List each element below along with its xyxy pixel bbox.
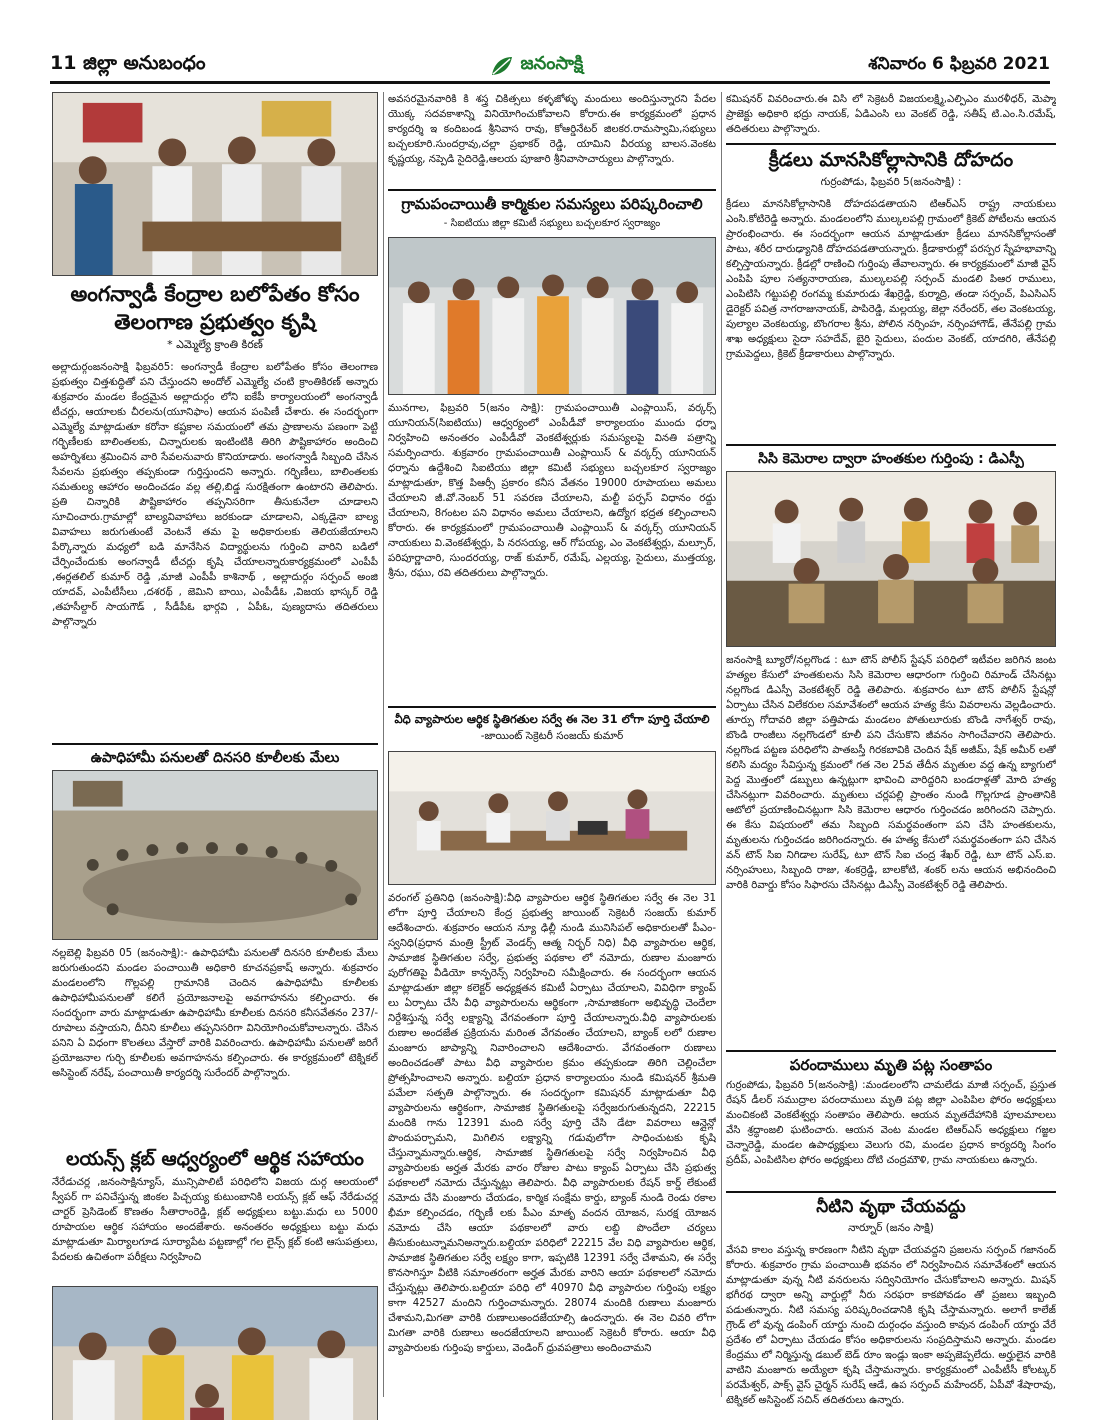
column-2 xyxy=(388,92,716,1420)
headline: క్రీడలు మానసికోల్లాసానికి దోహదం xyxy=(768,149,1014,171)
dateline: నార్నూర్ (జనం సాక్షి) xyxy=(848,1221,934,1234)
headline: పరందాములు మృతి పట్ల సంతాపం xyxy=(789,1055,993,1074)
column-3 xyxy=(726,92,1056,1420)
column-divider xyxy=(721,92,722,1397)
dateline: గుర్రంపోడు, ఫిబ్రవరి 5(జనంసాక్షి) : xyxy=(820,175,962,188)
headline: నీటిని వృథా చేయవద్దు xyxy=(816,1197,966,1218)
headline: తెలంగాణ ప్రభుత్వం కృషి xyxy=(114,310,316,335)
headline: ఉపాధిహామీ పనులతో దినసరి కూలీలకు మేలు xyxy=(90,750,340,767)
photo-upadhi xyxy=(52,770,378,940)
headline: సిసి కెమెరాల ద్వారా హంతకుల గుర్తింపు : డిఎస్పీ xyxy=(758,450,1024,467)
article-body: మునగాల, ఫిబ్రవరి 5(జనం సాక్షి): గ్రామపంచాయితీ ఎంప్లాయిస్, వర్కర్స్ యూనియన్(సిఐటియు) ఆధ్వర్యంలో ఎంపీడీవో కార్యాలయం ముందు ధర్నా నిర్వహించి అనంతరం ఎంపీడీవో వెంకటేశ్వర్లుకు సమస్యలపై వినతి పత్రాన్ని సమర్పించారు. శుక్రవారం గ్రామపంచాయితీ ఎంప్లాయిస్ & వర్కర్స్ యూనియన్ ధర్నాను ఉద్దేశించి సిఐటియు జిల్లా కమిటీ సభ్యులు బచ్చలకూర స్వరాజ్యం మాట్లాడుతూ, కొత్త పిఆర్సీ ప్రకారం కనీస వేతనం 19000 రూపాయలు అమలు చేయాలని జీ.వో.నెంబర్ 51 సవరణ చేయాలని, మల్టీ పర్పస్ విధానం రద్దు చేయాలని, 8గంటల పని విధానం అమలు చేయాలని, ఉద్యోగ భద్రత కల్పించాలని కోరారు. ఈ కార్యక్రమంలో గ్రామపంచాయితీ ఎంప్లాయిస్ & వర్కర్స్ యూనియన్ నాయకులు వి.వెంకటేశ్వర్లు, పి నరసయ్య, ఆర్ గోపయ్య, ఎం వెంకటేశ్వర్లు, మల్సూర్, పరిపూర్ణాచారి, సుందరయ్య, రాజ్ కుమార్, రమేష్, ఎల్లయ్య, సైదులు, ముత్తయ్య, శ్రీను, రఘు, రవి తదితరులు పాల్గొన్నారు. xyxy=(388,403,716,580)
divider xyxy=(388,189,716,191)
divider xyxy=(726,1050,1056,1052)
photo-cctv xyxy=(726,471,1056,647)
headline: అంగన్వాడీ కేంద్రాల బలోపేతం కోసం xyxy=(70,282,360,306)
paper-name: జనంసాక్షి xyxy=(520,53,584,74)
headline: గ్రామపంచాయితీ కార్మికుల సమస్యలు పరిష్కరించాలి xyxy=(401,195,703,213)
headline: వీధి వ్యాపారుల ఆర్థిక స్థితిగతుల సర్వే ఈ నెల 31 లోగా పూర్తి చేయాలి xyxy=(394,712,710,727)
article-body: గుర్రంపోడు, ఫిబ్రవరి 5(జనంసాక్షి) :మండలంలోని చామలేడు మాజీ సర్పంచ్, ప్రస్తుత రేషన్ డీలర్ సముద్రాల పరందాములు మృతి పట్ల జిల్లా ఎంపిపిల ఫోరం అధ్యక్షులు మంచికంటి వెంకటేశ్వర్లు సంతాపం తెలిపారు. ఆయన మృతదేహానికి పూలమాలలు వేసి శ్రద్ధాంజలి ఘటించారు. ఆయన వెంట మండల టిఆర్ఎస్ అధ్యక్షులు గజ్జల చెన్నారెడ్డి, మండల ఉపాధ్యక్షులు వెలుగు రవి, మండల ప్రధాన కార్యదర్శి సింగం ప్రదీప్, ఎంపిటిసిల ఫోరం అధ్యక్షులు దోటి చంద్రమౌళి, గ్రామ నాయకులు ఉన్నారు. xyxy=(726,1080,1056,1167)
headline: లయన్స్ క్లబ్ ఆధ్వర్యంలో ఆర్థిక సహాయం xyxy=(66,1148,364,1171)
photo-vendors xyxy=(388,751,716,885)
photo-anganwadi xyxy=(52,92,378,276)
article-body: వరంగల్ ప్రతినిధి (జనంసాక్షి):వీధి వ్యాపారుల ఆర్థిక స్థితిగతుల సర్వే ఈ నెల 31 లోగా పూర్తి చేయాలని కేంద్ర ప్రభుత్వ జాయింట్ సెక్రెటరీ సంజయ్ కుమార్ ఆదేశించారు. శుక్రవారం ఆయన న్యూ ఢిల్లీ నుండి మునిసిపల్ అధికారులతో పీఎం- స్వనిధి(ప్రధాన మంత్రి స్ట్రీట్ వెండర్స్ ఆత్మ నిర్భర్ నిధి) వీధి వ్యాపారుల ఆర్థిక, సామాజిక స్థితిగతుల సర్వే, ప్రభుత్వ పథకాల లో నమోదు, రుణాల మంజూరు పురోగతిపై వీడియో కాన్ఫరెన్స్ నిర్వహించి సమీక్షించారు. ఈ సందర్భంగా ఆయన మాట్లాడుతూ జిల్లా కలెక్టర్ అధ్యక్షతన కమిటీ ఏర్పాటు చేయాలని, వివిధిగా క్యాంప్ లు ఏర్పాటు చేసి వీధి వ్యాపారులను ఆర్థికంగా ,సామాజికంగా అభివృద్ధి చెందేలా నిర్దేశిస్తున్న సర్వే లక్ష్యాన్ని వేగవంతంగా పూర్తి చేయాలన్నారు.వీధి వ్యాపారులకు రుణాల అందజేత ప్రక్రియను మరింత వేగవంతం చేయాలని, బ్యాంక్ లలో రుణాల మంజూరు జాప్యాన్ని నివారించాలని ఆదేశించారు. వేగవంతంగా రుణాలు అందించడంతో పాటు వీధి వ్యాపారుల క్రమం తప్పకుండా తిరిగి చెల్లించేలా ప్రోత్సహించాలని అన్నారు. బల్దియా ప్రధాన కార్యాలయం నుండి కమిషనర్ శ్రీమతి పమేలా సత్పతి పాల్గొన్నారు. ఈ సందర్భంగా కమిషనర్ మాట్లాడుతూ వీధి వ్యాపారులను ఆర్థికంగా, సామాజిక స్థితిగతులపై సర్వేజరుగుతున్నదని, 22215 మందికి గాను 12391 మంది సర్వే పూర్తి చేసి డేటా వివరాలు ఆన్లైన్లో పొందుపర్చామని, మిగిలిన లక్ష్యాన్ని గడువులోగా సాధించుటకు కృషి చేస్తున్నామన్నారు.ఆర్థిక, సామాజిక స్థితిగతులపై సర్వే నిర్వహించిన వీధి వ్యాపారులకు అర్హత మేరకు వారం రోజుల పాటు క్యాంప్ ఏర్పాటు చేసి ప్రభుత్వ పథకాలలో నమోదు చేస్తున్నట్లు తెలిపారు. వీధి వ్యాపారులకు రేషన్ కార్డ్ లేకుంటే నమోదు చేసి మంజూరు చేయడం, కార్మిక సంక్షేమ కార్డు, బ్యాంక్ నుండి రెండు రకాల భీమా కల్పించడం, గర్భిణీ లకు పీఎం మాతృ వందన యోజన, సురక్ష యోజన నమోదు చేసి ఆయా పథకాలలో వారు లబ్ది పొందేలా చర్యలు తీసుకుంటున్నామనిఅన్నారు.బల్దియా పరిధిలో 22215 వేల విధి వ్యాపారుల ఆర్థిక, సామాజిక స్థితిగతుల సర్వే లక్ష్యం కాగా, ఇప్పటికి 12391 సర్వే చేశామని, ఈ సర్వే కొనసాగిస్తూ వీటికి సమాంతరంగా అర్హత మేరకు వారిని ఆయా పథకాలలో నమోదు చేస్తున్నట్లు తెలిపారు.బల్దియా పరిధి లో 40970 వీధి వ్యాపారుల గుర్తింపు లక్ష్యం కాగా 42527 మందిని గుర్తించామన్నారు. 28074 మందికి రుణాలు మంజూరు చేశామని,మిగతా వారికి రుణాలుఅందజేయాల్సి ఉందన్నారు. ఈ నెల చివరి లోగా మిగతా వారికి రుణాలు అందజేయాలని జాయింట్ సెక్రెటరీ కోరారు. ఆయా వీధి వ్యాపారులకు గుర్తింపు కార్డులు, వెండింగ్ ధ్రువపత్రాలు అందించామని xyxy=(388,893,716,1355)
column-1 xyxy=(52,92,378,1420)
issue-date: శనివారం 6 ఫిబ్రవరి 2021 xyxy=(868,53,1050,74)
article-body: నల్లబెల్లి ఫిబ్రవరి 05 (జనంసాక్షి):- ఉపాధిహామీ పనులతో దినసరి కూలీలకు మేలు జరుగుతుందని మండల పంచాయితీ అధికారి కూచనప్రకాష్ అన్నారు. శుక్రవారం మండలంలోని గొల్లపల్లి గ్రామానికి చెందిన ఉపాధిహామీ కూలీలకు ఉపాధిహామీపనులతో కలిగే ప్రయోజనాలపై అవగాహనను కల్పించారు. ఈ సందర్భంగా వారు మాట్లాడుతూ ఉపాధిహామీ కూలీలకు దినసరి కనీసవేతనం 237/-రూపాలు వస్తాయని, దీనిని కూలీలు తప్పనిసరిగా వినియోగించుకోవాలన్నారు. చేసిన పనిని ఏ విధంగా కొలతలు వేస్తారో వారికి వివరించారు. ఉపాధిహామీ పనులతో జరిగే ప్రయోజనాల గుర్చి కూలీలకు అవగాహనను కల్పించారు. ఈ కార్యక్రమంలో టెక్నికల్ అసిస్టెంట్ నరేష్, పంచాయితీ కార్యదర్శి సురేందర్ పాల్గొన్నారు. xyxy=(52,948,378,1080)
paper-logo xyxy=(490,53,583,78)
subheadline: - సిఐటియు జిల్లా కమిటీ సభ్యులు బచ్చలకూర స్వరాజ్యం xyxy=(443,218,661,230)
divider xyxy=(388,706,716,708)
divider xyxy=(52,743,378,745)
article-body: కమిషనర్ వివరించారు.ఈ విసి లో సెక్రెటరీ విజయలక్ష్మి,ఎల్పిఎం మురళీధర్, మెప్మా ప్రాజెక్టు అధికారి భద్రు నాయక్, ఏడిఎంసి లు వెంకట్ రెడ్డి, సతీష్ టి.ఎం.సి.రమేష్, తదితరులు పాల్గొన్నారు. xyxy=(726,94,1056,135)
divider xyxy=(726,444,1056,446)
divider xyxy=(726,143,1056,145)
byline: * ఎమ్మెల్యే క్రాంతి కిరణ్ xyxy=(167,338,263,352)
column-divider xyxy=(383,92,384,1397)
article-body: నేరేడుచర్ల ,జనంసాక్షిన్యూస్, మున్సిపాలిటీ పరిధిలోని విజయ దుర్గ ఆలయంలో స్వీపర్ గా పనిచేస్తున్న జింకల పిచ్చయ్య కుటుంబానికి లయన్స్ క్లబ్ ఆఫ్ నేరేడుచర్ల చార్టర్ ప్రెసిడెంట్ కొణతం సీతారాంరెడ్డి, క్లబ్ అధ్యక్షులు బట్టు.మధు లు 5000 రూపాయల ఆర్థిక సహాయం అందజేశారు. అనంతరం అధ్యక్షులు బట్టు మధు మాట్లాడుతూ మిర్యాలగూడ సూర్యాపేట పట్టణాల్లో గల లైన్స్ క్లబ్ కంటి ఆసుపత్రులు, పేదలకు ఉచితంగా పరీక్షలు నిర్వహించి xyxy=(52,1177,378,1264)
article-body: జనంసాక్షి బ్యూరో/నల్లగొండ : టూ టౌన్ పోలీస్ స్టేషన్ పరిధిలో ఇటీవల జరిగిన జంట హత్యల కేసులో హంతకులను సిసి కెమెరాల ఆధారంగా గుర్తించి రిమాండ్ చేసినట్లు నల్లగొండ డిఎస్పీ వెంకటేశ్వర్ రెడ్డి తెలిపారు. శుక్రవారం టూ టౌన్ పోలీస్ స్టేషన్లో ఏర్పాటు చేసిన విలేకరుల సమావేశంలో ఆయన హత్య కేసు వివరాలను వెల్లడించారు. తూర్పు గోదావరి జిల్లా పత్తిపాడు మండలం పోతులూరుకు బొండి నాగేశ్వర్ రావు, బొండి రాంజీలు నల్లగొండలో కూలీ పని చేసుకొని జీవనం సాగించేవారని తెలిపారు. నల్లగొండ పట్టణ పరిధిలోని పాతబస్తీ గిరకబావికి చెందిన షేక్ అజీమ్, షేక్ అమీర్ లతో కలిసి మద్యం సేవిస్తున్న క్రమంలో గత నెల 25వ తేదీన మృతుల వద్ద ఉన్న బ్యాగులో పెద్ద మొత్తంలో డబ్బులు ఉన్నట్లుగా భావించి వారిద్దరిని బండరాళ్లతో మోది హత్య చేసినట్లుగా వివరించారు. మృతులు చర్లపల్లి ప్రాంతం నుండి గొల్లగూడ ప్రాంతానికి ఆటోలో ప్రయాణించినట్లుగా సిసి కెమెరాల ఆధారం గుర్తించడం జరిగిందని చెప్పారు. ఈ కేసు విషయంలో తమ సిబ్బంది సమర్థవంతంగా పని చేసి హంతకులను, మృతులను గుర్తించడం జరిగిందన్నారు. ఈ హత్య కేసులో సమర్థవంతంగా పని చేసిన వన్ టౌన్ సిఐ నిగిడాల సురేష్, టూ టౌన్ సిఐ చంద్ర శేఖర్ రెడ్డి, టూ టౌన్ ఎస్.ఐ. నర్సింహులు, సిబ్బంది రాజు, శంకర్రెడ్డి, బాలకోటి, శంకర్ లను ఆయన అభినందించి వారికి రివార్డు కోసం సిఫారసు చేసినట్లు డిఎస్పీ వెంకటేశ్వర్ రెడ్డి తెలిపారు. xyxy=(726,654,1056,891)
article-body: అవసరమైనవారికి కి శస్త్ర చికిత్సలు కళ్ళజోళ్ళు మందులు అందిస్తున్నారని పేదల యొక్క సదవకాశాన్ని వినియోగించుకోవాలని కోరారు.ఈ కార్యక్రమంలో ప్రధాన కార్యదర్శి ఇ కందిబండ శ్రీనివాస రావు, కోఆర్డినేటర్ జిలకర.రామస్వామి,సభ్యులు బచ్చలకూరి.సుందర్రావు,చల్లా ప్రభాకర్ రెడ్డి, యామిని వీరయ్య బాలస.వెంకట కృష్ణయ్య, నప్పెడి సైదిరెడ్డి,ఆలయ పూజారి శ్రీనివాసాచార్యులు పాల్గొన్నారు. xyxy=(388,94,716,165)
masthead xyxy=(50,50,1050,84)
photo-lions xyxy=(52,1286,378,1420)
photo-gp-workers xyxy=(388,237,716,395)
divider xyxy=(726,1191,1056,1193)
leaf-logo-icon xyxy=(490,55,514,77)
article-body: క్రీడలు మానసికోల్లాసానికి దోహదపడతాయని టిఆర్ఎస్ రాష్ట్ర నాయకులు ఎంసి.కోటిరెడ్డి అన్నారు. మండలంలోని ముల్కలపల్లి గ్రామంలో క్రికెట్ పోటీలను ఆయన ప్రారంభించారు. ఈ సందర్భంగా ఆయన మాట్లాడుతూ క్రీడలు మానసికోల్లాసంతో పాటు, శరీర దారుఢ్యానికి దోహదపడతాయన్నారు. క్రీడాకారుల్లో పరస్పర స్నేహభావాన్ని కల్పిస్తాయన్నారు. క్రీడల్లో రాణించి గుర్తింపు తేవాలన్నారు. ఈ కార్యక్రమంలో మాజీ వైస్ ఎంపిపి పూల సత్యనారాయణ, ముల్కలపల్లి సర్పంచ్ మండలి పిఆర రాములు, ఎంపిటిసి గట్టుపల్లి రంగమ్మ కుమారుడు శేఖర్రెడ్డి, కుర్మాద్రి, తండా సర్పంచ్, పిఎసిఎస్ డైరెక్టర్ పవిత్ర నాగరాజునాయక్, పాపిరెడ్డి, మల్లయ్య, జెల్లా నరేందర్, తల వెంకటయ్య, పుల్యాల వెంకటయ్య, బొంగరాల శ్రీను, పోలిన నర్సింహ, నర్సింహాగౌడ్, తేనేపల్లి గ్రామ శాఖ అధ్యక్షులు సైదా సహదేవ్, బైరి సైదులు, పందుల వెంకట్, యాదగిరి, తేనేపల్లి గ్రామపెద్దలు, క్రికెట్ క్రీడాకారులు పాల్గొన్నారు. xyxy=(726,198,1056,360)
page-label: 11 జిల్లా అనుబంధం xyxy=(50,52,206,74)
byline: -జాయింట్ సెక్రెటరీ సంజయ్ కుమార్ xyxy=(480,730,624,743)
article-body: అల్లాదుర్గంజనంసాక్షి ఫిబ్రవరి5: అంగన్వాడీ కేంద్రాల బలోపేతం కోసం తెలంగాణ ప్రభుత్వం చిత్తశుద్ధితో పని చేస్తుందని అందోల్ ఎమ్మెల్యే చంటి క్రాంతికిరణ్ అన్నారు శుక్రవారం మండల కేంద్రమైన అల్లాదుర్గం లోని ఐకేపీ కార్యాలయంలో అంగన్వాడీ టీచర్లు, ఆయాలకు చీరలను(యూనిఫాం) ఆయన పంపిణీ చేశారు. ఈ సందర్భంగా ఎమ్మెల్యే మాట్లాడుతూ కరోనా కష్టకాల సమయంలో తమ ప్రాణాలను పణంగా పెట్టి గర్భిణీలకు బాలింతలకు, చిన్నారులకు ఇంటింటికి తిరిగి పౌష్టికాహారం అందించి అహర్నిశలు శ్రమించిన వారి సేవలనువారు కొనియాడారు. అంగన్వాడీ సిబ్బంది చేసిన సేవలను ప్రభుత్వం తప్పకుండా గుర్తిస్తుందని అన్నారు. గర్భిణీలు, బాలింతలకు సమతుల్య ఆహారం అందించడం వల్ల తల్లి,బిడ్డ సురక్షితంగా ఉంటారని తెలిపారు. ప్రతి చిన్నారికి పౌష్టికాహారం తప్పనిసరిగా తీసుకునేలా చూడాలని సూచించారు.గ్రామాల్లో బాల్యవివాహాలు జరకుండా చూడాలని, ఎక్కడైనా బాల్య వివాహలు జరుగుతుంటే వెంటనే తమ పై అధికారులకు తెలియజేయాలని పేర్కొన్నారు మధ్యలో బడి మానేసిన విద్యార్థులను గుర్తించి వారిని బడిలో చేర్పించేందుకు అంగన్వాడీ టీచర్లు కృషి చేయాలన్నారుకార్యక్రమంలో ఎంపీపీ ,ఈర్లతలిల్ కుమార్ రెడ్డి ,మాజీ ఎంపీపీ కాశినాథ్ , అల్లాదుర్గం సర్పంచ్ అంజి యాదవ్, ఎంపీటీసీలు ,దశరథ్ , జెమిని బాయి, ఎంపీడీఓ ,విజయ భాస్కర్ రెడ్డి ,తహసీల్దార్ సాయగౌడ్ , సీడీపీఓ భార్గవి , ఏపీఓ, పుణ్యదాసు తదితరులు పాల్గొన్నారు xyxy=(52,362,378,629)
article-body: వేసవి కాలం వస్తున్న కారణంగా నీటిని వృథా చేయవద్దని ప్రజలను సర్పంచ్ గజానంద్ కోరారు. శుక్రవారం గ్రామ పంచాయితీ భవనం లో నిర్వహించిన సమావేశంలో ఆయన మాట్లాడుతూ వున్న నీటి వనరులను సద్వినియోగం చేసుకోవాలని అన్నారు. మిషన్ భగీరథ ద్వారా అన్ని వార్డుల్లో నీరు సరఫరా కాకపోవడం తో ప్రజలు ఇబ్బంది పడుతున్నారు. నీటి సమస్య పరిష్కరించడానికి కృషి చేస్తామన్నారు. అలాగే కాలేజ్ గ్రౌండ్ లో వున్న డంపింగ్ యార్డు నుంచి దుర్గంధం వస్తుంది కావున డంపింగ్ యార్డు వేరే ప్రదేశం లో ఏర్పాటు చేయడం కోసం అధికారులను సంప్రదిస్తామని అన్నారు. మండల కేంద్రము లో నిర్మిస్తున్న డబుల్ బెడ్ రూం ఇండ్లు ఇంకా అప్పజెప్పలేదు. అర్హులైన వారికి వాటిని మంజూరు అయ్యేలా కృషి చేస్తామన్నారు. కార్యక్రమంలో ఎంపీటీసీ కోలట్కర్ పరమేశ్వర్, పాక్స్ వైస్ చైర్మన్ సురేష్ ఆడే, ఉప సర్పంచ్ మహేందర్, ఏపీవో శేషారావు, టెక్నికల్ అసిస్టెంట్ సచిన్ తదితరులు ఉన్నారు. xyxy=(726,1244,1056,1406)
